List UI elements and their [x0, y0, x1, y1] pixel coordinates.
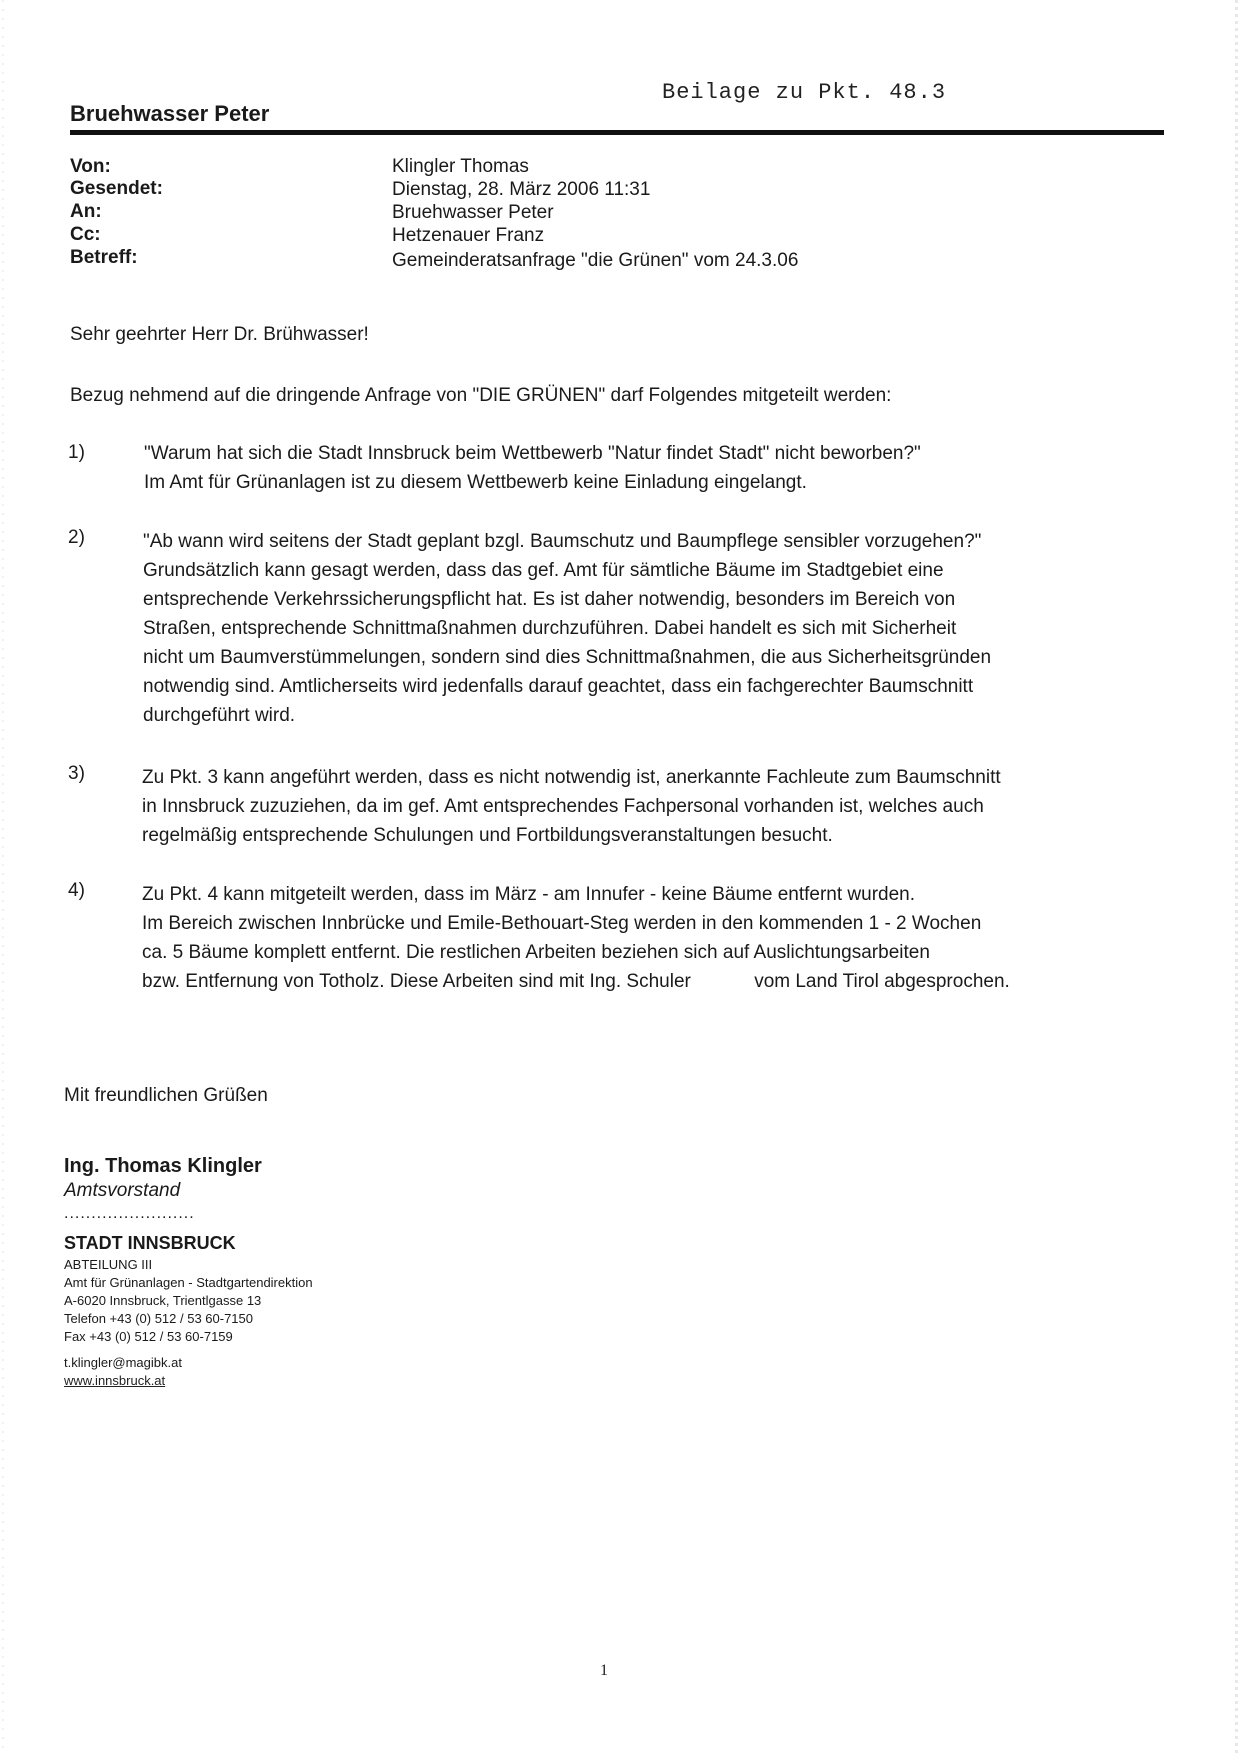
subject-label: Betreff:	[70, 247, 138, 268]
website-link[interactable]: www.innsbruck.at	[64, 1373, 166, 1388]
subject-value: Gemeinderatsanfrage "die Grünen" vom 24.3.06	[392, 250, 799, 271]
postal-address: A-6020 Innsbruck, Trientlgasse 13	[64, 1293, 262, 1308]
attachment-stamp: Beilage zu Pkt. 48.3	[662, 80, 947, 105]
to-value: Bruehwasser Peter	[392, 202, 554, 223]
item-number: 2)	[68, 527, 85, 548]
intro-paragraph: Bezug nehmend auf die dringende Anfrage von "DIE GRÜNEN" darf Folgendes mitgeteilt werden:	[70, 385, 892, 406]
sent-value: Dienstag, 28. März 2006 11:31	[392, 179, 651, 200]
item-line: bzw. Entfernung von Totholz. Diese Arbeiten sind mit Ing. Schuler vom Land Tirol abgesprochen.	[142, 971, 1010, 992]
item-line: entsprechende Verkehrssicherungspflicht hat. Es ist daher notwendig, besonders im Bereich von	[143, 589, 956, 610]
item-line: durchgeführt wird.	[143, 705, 296, 726]
scan-edge-right	[1235, 0, 1238, 1753]
signature-name: Ing. Thomas Klingler	[64, 1155, 262, 1177]
list-item	[143, 527, 991, 730]
salutation: Sehr geehrter Herr Dr. Brühwasser!	[70, 324, 369, 345]
list-item	[142, 880, 1010, 996]
fax-number: Fax +43 (0) 512 / 53 60-7159	[64, 1329, 233, 1344]
item-line: "Ab wann wird seitens der Stadt geplant bzgl. Baumschutz und Baumpflege sensibler vorzugehen?"	[143, 531, 982, 552]
signature-divider: ........................	[64, 1205, 195, 1222]
header-rule	[70, 130, 1164, 135]
list-item	[144, 439, 921, 497]
closing-phrase: Mit freundlichen Grüßen	[64, 1085, 268, 1106]
from-label: Von:	[70, 156, 111, 177]
email-address: t.klingler@magibk.at	[64, 1355, 182, 1370]
item-line: regelmäßig entsprechende Schulungen und Fortbildungsveranstaltungen besucht.	[142, 825, 833, 846]
recipient-name: Bruehwasser Peter	[70, 101, 270, 126]
office-name: Amt für Grünanlagen - Stadtgartendirektion	[64, 1275, 313, 1290]
item-line: nicht um Baumverstümmelungen, sondern sind dies Schnittmaßnahmen, die aus Sicherheitsgründen	[143, 647, 992, 668]
item-line: "Warum hat sich die Stadt Innsbruck beim Wettbewerb "Natur findet Stadt" nicht beworben?"	[144, 443, 921, 464]
item-line: Grundsätzlich kann gesagt werden, dass das gef. Amt für sämtliche Bäume im Stadtgebiet eine	[143, 560, 944, 581]
to-label: An:	[70, 201, 102, 222]
phone-number: Telefon +43 (0) 512 / 53 60-7150	[64, 1311, 254, 1326]
cc-value: Hetzenauer Franz	[392, 225, 545, 246]
list-item	[142, 763, 1001, 850]
department: ABTEILUNG III	[64, 1257, 153, 1272]
scan-edge-left	[2, 0, 4, 1753]
page-number: 1	[600, 1662, 608, 1679]
item-number: 4)	[68, 880, 85, 901]
item-line: Im Amt für Grünanlagen ist zu diesem Wettbewerb keine Einladung eingelangt.	[144, 472, 807, 493]
signature-title: Amtsvorstand	[64, 1180, 181, 1201]
item-line: Zu Pkt. 4 kann mitgeteilt werden, dass im März - am Innufer - keine Bäume entfernt wurden.	[142, 884, 916, 905]
item-line: notwendig sind. Amtlicherseits wird jedenfalls darauf geachtet, dass ein fachgerechter Baumschnitt	[143, 676, 974, 697]
item-line: in Innsbruck zuzuziehen, da im gef. Amt entsprechendes Fachpersonal vorhanden ist, welches auch	[142, 796, 984, 817]
item-line: Zu Pkt. 3 kann angeführt werden, dass es nicht notwendig ist, anerkannte Fachleute zum Baumschnitt	[142, 767, 1001, 788]
cc-label: Cc:	[70, 224, 101, 245]
item-line: Im Bereich zwischen Innbrücke und Emile-Bethouart-Steg werden in den kommenden 1 - 2 Wochen	[142, 913, 982, 934]
from-value: Klingler Thomas	[392, 156, 529, 177]
organization-name: STADT INNSBRUCK	[64, 1233, 236, 1253]
item-number: 1)	[68, 442, 85, 463]
sent-label: Gesendet:	[70, 178, 163, 199]
item-line: ca. 5 Bäume komplett entfernt. Die restlichen Arbeiten beziehen sich auf Auslichtungsarbeiten	[142, 942, 930, 963]
item-line: Straßen, entsprechende Schnittmaßnahmen durchzuführen. Dabei handelt es sich mit Sicherheit	[143, 618, 957, 639]
item-number: 3)	[68, 763, 85, 784]
